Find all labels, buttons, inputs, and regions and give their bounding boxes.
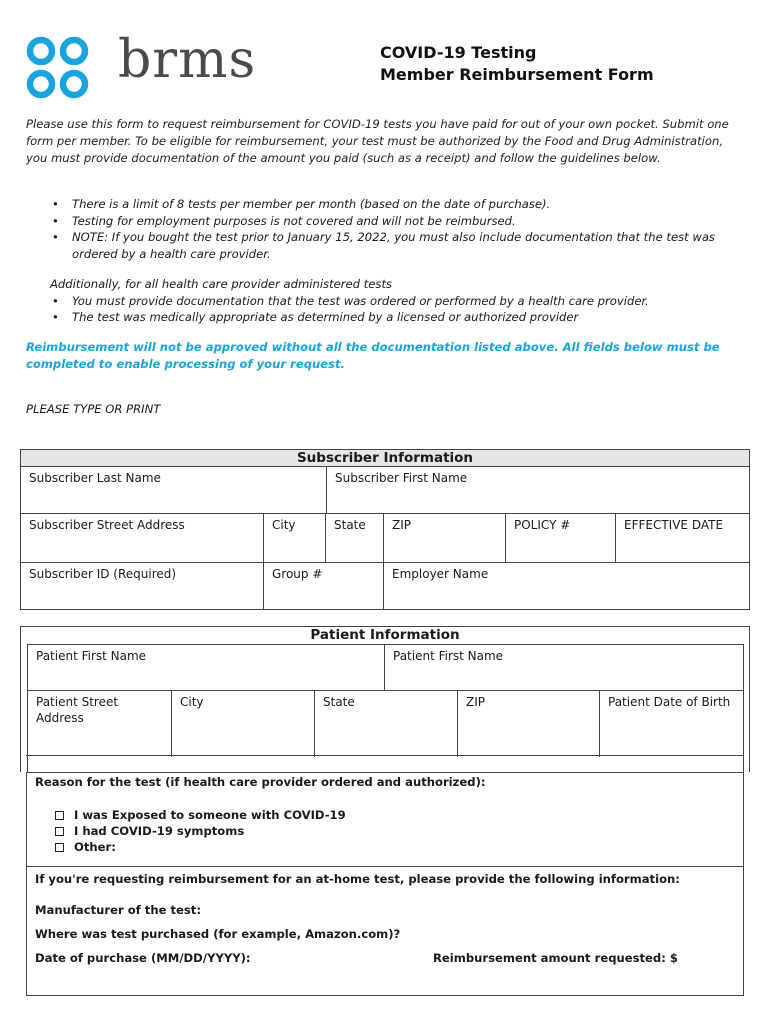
patient-street-field[interactable]: Patient Street Address: [28, 691, 172, 757]
guideline-item: • NOTE: If you bought the test prior to January 15, 2022, you must also include documentation that the test was ordered by a health care provider.: [26, 229, 738, 262]
patient-right-border: [749, 755, 750, 772]
additional-heading: Additionally, for all health care provider administered tests: [50, 277, 393, 291]
reason-divider: [27, 866, 743, 867]
subscriber-state-field[interactable]: State: [326, 514, 384, 563]
subscriber-effective-date-field[interactable]: EFFECTIVE DATE: [616, 514, 749, 563]
patient-city-field[interactable]: City: [172, 691, 315, 757]
subscriber-last-name-field[interactable]: Subscriber Last Name: [21, 467, 327, 514]
patient-left-border: [20, 755, 21, 772]
documentation-warning: Reimbursement will not be approved without all the documentation listed above. All fields below must be completed to enable processing of your request.: [26, 340, 720, 371]
other-checkbox[interactable]: [55, 843, 64, 852]
additional-item: • The test was medically appropriate as determined by a licensed or authorized provider: [26, 309, 738, 326]
patient-state-field[interactable]: State: [315, 691, 458, 757]
patient-section: [20, 626, 750, 772]
brms-logo: [26, 30, 266, 102]
guideline-item: • Testing for employment purposes is not covered and will not be reimbursed.: [26, 213, 738, 230]
purchase-location-field[interactable]: Where was test purchased (for example, Amazon.com)?: [35, 927, 401, 941]
symptoms-checkbox[interactable]: [55, 827, 64, 836]
reimbursement-amount-field[interactable]: Reimbursement amount requested: $: [433, 951, 678, 965]
option-other[interactable]: Other:: [55, 840, 116, 854]
guideline-item: • There is a limit of 8 tests per member per month (based on the date of purchase).: [26, 196, 738, 213]
patient-dob-field[interactable]: Patient Date of Birth: [608, 695, 731, 709]
subscriber-section: [20, 449, 750, 610]
subscriber-heading: Subscriber Information: [21, 450, 749, 467]
subscriber-city-field[interactable]: City: [264, 514, 326, 563]
title-line-2: Member Reimbursement Form: [380, 65, 654, 84]
additional-item: • You must provide documentation that the test was ordered or performed by a health care provider.: [26, 293, 738, 310]
patient-heading: Patient Information: [21, 627, 749, 643]
purchase-date-field[interactable]: Date of purchase (MM/DD/YYYY):: [35, 951, 251, 965]
option-exposed[interactable]: I was Exposed to someone with COVID-19: [55, 808, 346, 822]
title-line-1: COVID-19 Testing: [380, 43, 537, 62]
subscriber-employer-field[interactable]: Employer Name: [392, 567, 489, 581]
exposed-checkbox[interactable]: [55, 811, 64, 820]
subscriber-group-field[interactable]: Group #: [264, 563, 384, 609]
reason-section: [26, 772, 744, 996]
logo-text: brms: [118, 30, 257, 90]
patient-first-name-field[interactable]: Patient First Name: [28, 645, 385, 691]
subscriber-first-name-field[interactable]: Subscriber First Name: [327, 467, 749, 514]
subscriber-zip-field[interactable]: ZIP: [384, 514, 506, 563]
subscriber-policy-field[interactable]: POLICY #: [506, 514, 616, 563]
print-note: PLEASE TYPE OR PRINT: [26, 402, 161, 416]
logo-mark-icon: [26, 36, 92, 102]
guidelines-list: [26, 196, 738, 262]
subscriber-street-field[interactable]: Subscriber Street Address: [21, 514, 264, 563]
intro-paragraph: Please use this form to request reimbursement for COVID-19 tests you have paid for out of your own pocket. Submit one form per member. To be eligible for reimbursement, your test must be authorized by the Food and Drug Administration, you must provide documentation of the amount you paid (such as a receipt) and follow the guidelines below.: [26, 117, 729, 165]
manufacturer-field[interactable]: Manufacturer of the test:: [35, 903, 201, 917]
patient-zip-field[interactable]: ZIP: [458, 691, 600, 757]
at-home-heading: If you're requesting reimbursement for an at-home test, please provide the following information:: [35, 872, 680, 886]
subscriber-id-field[interactable]: Subscriber ID (Required): [21, 563, 264, 609]
patient-bottom-rule: [26, 755, 743, 756]
patient-first-name-field-2[interactable]: Patient First Name: [385, 645, 743, 691]
additional-requirements: [26, 276, 738, 326]
option-symptoms[interactable]: I had COVID-19 symptoms: [55, 824, 244, 838]
page-title: [380, 42, 654, 86]
reason-heading: Reason for the test (if health care provider ordered and authorized):: [35, 775, 486, 789]
